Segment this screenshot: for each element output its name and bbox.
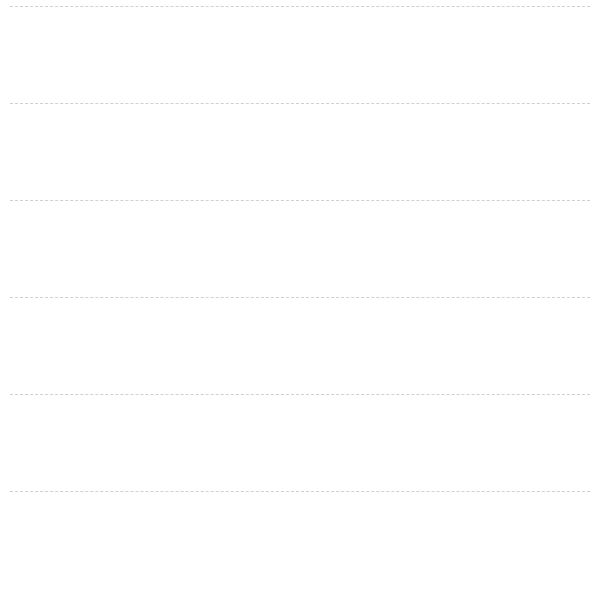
paragraph-5 (10, 394, 590, 485)
paragraph-1 (10, 6, 590, 97)
paragraph-6 (10, 491, 590, 582)
paragraph-2 (10, 103, 590, 194)
paragraph-3 (10, 200, 590, 291)
paragraph-4 (10, 297, 590, 388)
